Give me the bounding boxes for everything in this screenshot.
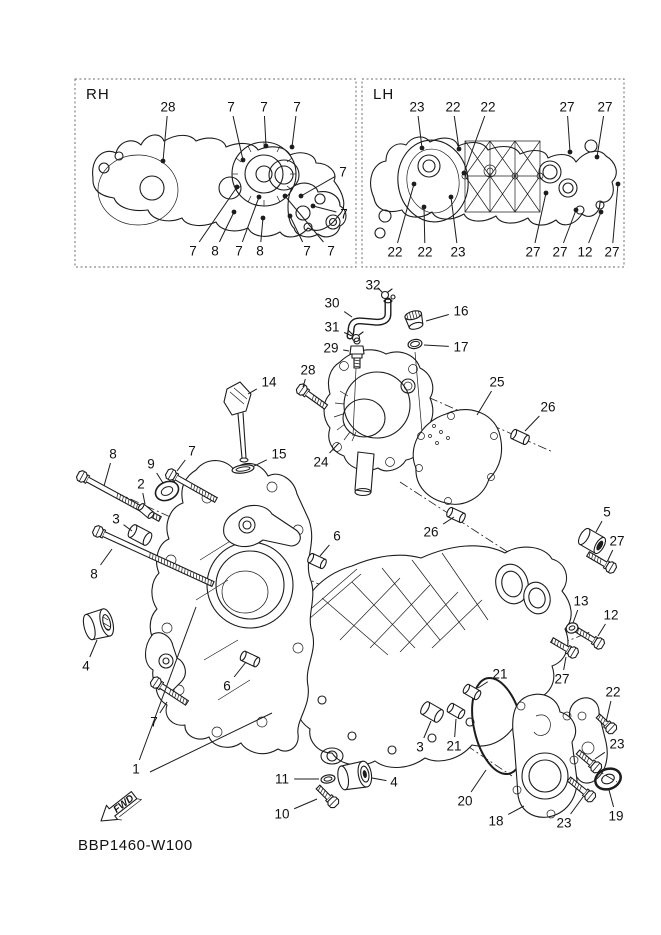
callout-point-dot — [283, 194, 288, 199]
rh-inset-box — [75, 79, 356, 267]
dowel-drawing — [510, 429, 531, 446]
bushing-4-left-drawing — [81, 607, 116, 642]
leader-line — [613, 184, 618, 243]
fwd-label: FWD — [111, 792, 137, 816]
leader-line — [597, 116, 604, 157]
leader-line — [292, 116, 296, 147]
callout-point-dot — [299, 194, 304, 199]
callout-label-22: 22 — [417, 244, 433, 260]
callout-point-dot — [422, 205, 427, 210]
bolt-drawing — [295, 382, 329, 411]
callout-label-28: 28 — [160, 99, 176, 115]
leader-line — [163, 116, 167, 161]
callout-label-8: 8 — [109, 446, 117, 462]
callout-label-22: 22 — [445, 99, 461, 115]
dowel-drawing — [137, 503, 155, 520]
callout-label-7: 7 — [293, 99, 301, 115]
leader-line — [261, 218, 263, 242]
lh-inset-title: LH — [373, 86, 395, 103]
leader-line — [535, 193, 546, 243]
callout-point-dot — [544, 191, 549, 196]
callout-label-12: 12 — [603, 607, 619, 623]
callout-label-23: 23 — [556, 815, 572, 831]
callout-label-3: 3 — [416, 739, 424, 755]
rh-crankcase-outline-drawing — [93, 135, 346, 237]
callout-point-dot — [288, 214, 293, 219]
water-pump-cover-18-drawing — [513, 694, 578, 818]
leader-line — [320, 545, 329, 556]
leader-line — [233, 116, 243, 160]
cooling-lattice — [462, 141, 543, 212]
callout-label-7: 7 — [188, 443, 196, 459]
leader-line — [343, 350, 349, 351]
bolt-drawing — [314, 783, 340, 809]
callout-label-6: 6 — [223, 678, 231, 694]
callout-label-6: 6 — [333, 528, 341, 544]
callout-label-3: 3 — [112, 511, 120, 527]
callout-label-12: 12 — [577, 244, 593, 260]
callout-label-24: 24 — [313, 454, 329, 470]
callout-label-22: 22 — [480, 99, 496, 115]
callout-point-dot — [311, 204, 316, 209]
callout-label-7: 7 — [340, 206, 348, 222]
leader-line — [100, 549, 112, 565]
callout-point-dot — [616, 182, 621, 187]
callout-label-23: 23 — [450, 244, 466, 260]
callout-label-8: 8 — [211, 243, 219, 259]
callout-label-11: 11 — [274, 771, 290, 787]
callout-label-27: 27 — [559, 99, 575, 115]
leader-line — [443, 517, 454, 524]
callout-label-13: 13 — [573, 593, 589, 609]
callout-label-21: 21 — [492, 666, 508, 682]
ring-drawing — [152, 478, 181, 504]
clamp-32-drawing — [378, 288, 395, 299]
callout-label-22: 22 — [605, 684, 621, 700]
leader-line — [508, 806, 524, 814]
callout-point-dot — [568, 150, 573, 155]
callout-label-28: 28 — [300, 362, 316, 378]
lh-crankcase-outline-drawing — [371, 136, 617, 238]
callout-label-18: 18 — [488, 813, 504, 829]
leader-line — [477, 391, 492, 415]
ring-drawing — [407, 338, 422, 349]
callout-label-7: 7 — [260, 99, 268, 115]
callout-label-27: 27 — [554, 671, 570, 687]
leader-line — [451, 197, 457, 243]
diagram-code: BBP1460-W100 — [78, 837, 193, 854]
leader-line — [525, 416, 539, 431]
leader-line — [199, 187, 237, 242]
callout-label-5: 5 — [603, 504, 611, 520]
callout-point-dot — [235, 185, 240, 190]
callout-label-2: 2 — [137, 476, 145, 492]
callout-point-dot — [462, 171, 467, 176]
leader-line — [563, 210, 576, 243]
callout-point-dot — [257, 195, 262, 200]
leader-line — [177, 460, 185, 471]
callout-label-14: 14 — [261, 374, 277, 390]
callout-label-19: 19 — [608, 808, 624, 824]
leader-line — [573, 610, 578, 623]
leader-line — [568, 116, 570, 152]
ring-drawing — [320, 774, 335, 784]
callout-point-dot — [457, 147, 462, 152]
callout-point-dot — [241, 158, 246, 163]
callout-label-16: 16 — [453, 303, 469, 319]
crankcase-half-rh — [146, 461, 314, 754]
leader-line — [609, 790, 614, 807]
callout-label-25: 25 — [489, 374, 505, 390]
callout-label-29: 29 — [323, 340, 339, 356]
callout-label-7: 7 — [303, 243, 311, 259]
callout-label-7: 7 — [235, 243, 243, 259]
callout-label-10: 10 — [274, 806, 290, 822]
leader-line — [344, 312, 352, 317]
leader-line — [294, 799, 317, 809]
callout-label-20: 20 — [457, 793, 473, 809]
leader-line — [596, 521, 602, 532]
leader-line — [426, 314, 449, 321]
dowel-drawing — [307, 553, 328, 570]
leader-line — [90, 640, 97, 657]
callout-label-4: 4 — [390, 774, 398, 790]
leader-line — [564, 657, 566, 670]
callout-label-21: 21 — [446, 738, 462, 754]
callout-label-26: 26 — [540, 399, 556, 415]
callout-label-26: 26 — [423, 524, 439, 540]
callout-point-dot — [232, 210, 237, 215]
callout-label-8: 8 — [90, 566, 98, 582]
fwd-arrow — [95, 786, 143, 830]
rh-inset-title: RH — [86, 86, 110, 103]
bolt-drawing — [574, 625, 606, 650]
leader-line — [606, 701, 611, 722]
callout-point-dot — [264, 144, 269, 149]
callout-label-7: 7 — [189, 243, 197, 259]
callout-label-7: 7 — [339, 164, 347, 180]
breather-hose-30-drawing — [350, 299, 392, 336]
callout-point-dot — [261, 216, 266, 221]
rh-inset — [75, 79, 356, 267]
callout-label-27: 27 — [525, 244, 541, 260]
leader-line — [454, 116, 459, 149]
roller-4-right-drawing — [336, 760, 374, 791]
leader-line — [424, 207, 425, 243]
callout-label-27: 27 — [552, 244, 568, 260]
callout-label-15: 15 — [271, 446, 287, 462]
callout-point-dot — [595, 155, 600, 160]
callout-point-dot — [599, 210, 604, 215]
dipstick-14-drawing — [224, 382, 251, 462]
leader-line — [157, 473, 163, 483]
cap-16-drawing — [404, 309, 425, 331]
callout-label-7: 7 — [327, 243, 335, 259]
leader-line — [313, 206, 336, 212]
callout-point-dot — [420, 146, 425, 151]
dowel-drawing — [576, 527, 608, 556]
leader-line — [471, 770, 486, 792]
callout-point-dot — [412, 182, 417, 187]
leader-line — [372, 778, 386, 781]
callout-label-23: 23 — [409, 99, 425, 115]
callout-point-dot — [161, 159, 166, 164]
leader-line — [598, 624, 605, 636]
leader-line — [608, 550, 613, 560]
leader-line — [254, 460, 267, 466]
leader-line — [219, 212, 234, 242]
leader-line — [104, 463, 110, 486]
callout-label-27: 27 — [604, 244, 620, 260]
callout-label-8: 8 — [256, 243, 264, 259]
callout-label-27: 27 — [597, 99, 613, 115]
callout-label-23: 23 — [609, 736, 625, 752]
callout-label-31: 31 — [324, 319, 340, 335]
leader-line — [143, 493, 145, 504]
callout-label-30: 30 — [324, 295, 340, 311]
callout-label-4: 4 — [82, 658, 90, 674]
callout-label-27: 27 — [609, 533, 625, 549]
leader-line — [424, 345, 449, 346]
callout-label-7: 7 — [227, 99, 235, 115]
callout-label-32: 32 — [365, 277, 381, 293]
callout-point-dot — [449, 195, 454, 200]
callout-label-17: 17 — [453, 339, 469, 355]
callout-label-22: 22 — [387, 244, 403, 260]
callout-label-9: 9 — [147, 456, 155, 472]
bolt-drawing — [585, 549, 618, 574]
callout-point-dot — [574, 208, 579, 213]
callout-point-dot — [290, 145, 295, 150]
callout-label-7: 7 — [150, 714, 158, 730]
callout-label-1: 1 — [132, 761, 140, 777]
